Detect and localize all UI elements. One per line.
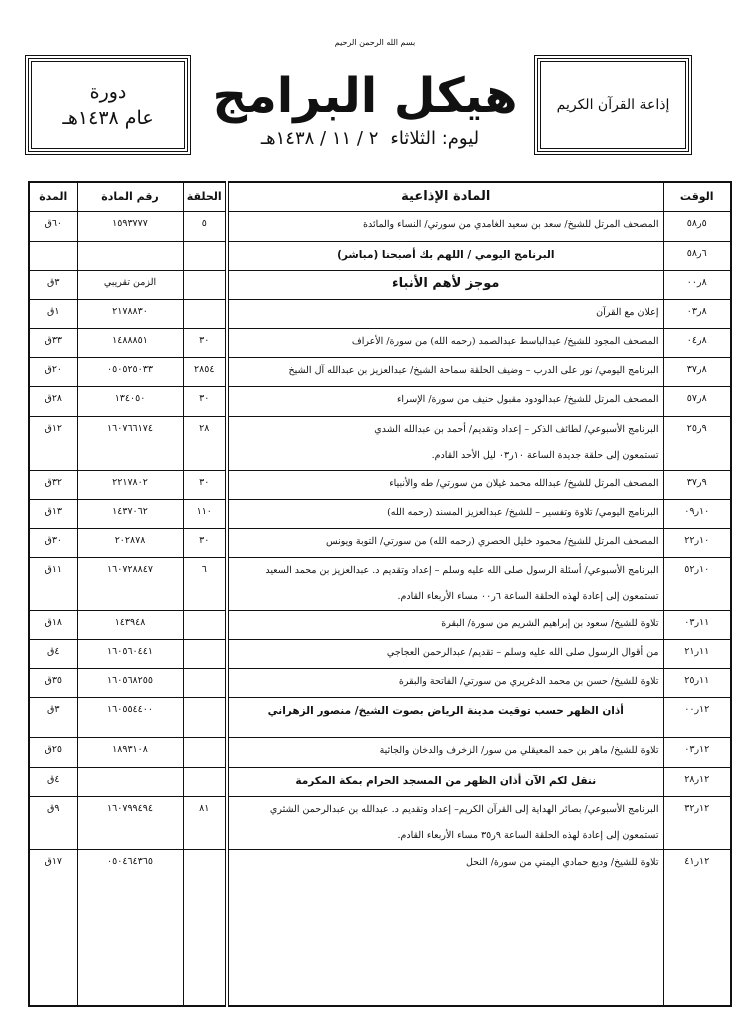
episode-cell: ٢٨ xyxy=(183,416,227,470)
program-line: إعلان مع القرآن xyxy=(596,306,659,318)
program-line: أذان الظهر حسب توقيت مدينة الرياض بصوت الشيخ/ منصور الزهراني xyxy=(267,704,624,717)
time-cell: ٥ر٥٨ xyxy=(663,211,731,241)
duration-cell: ١٧ق xyxy=(29,849,77,1006)
duration-cell: ١٢ق xyxy=(29,416,77,470)
program-line: من أقوال الرسول صلى الله عليه وسلم – تقديم/ عبدالرحمن العجاجي xyxy=(386,646,659,658)
code-cell: ١٨٩٣١٠٨ xyxy=(77,737,183,767)
col-program: المادة الإذاعية xyxy=(227,182,663,211)
time-cell: ٩ر٢٥ xyxy=(663,416,731,470)
schedule-table xyxy=(28,181,732,1007)
program-line: تلاوة للشيخ/ سعود بن إبراهيم الشريم من سورة/ البقرة xyxy=(441,617,659,629)
episode-cell xyxy=(183,610,227,639)
table-row xyxy=(29,668,731,697)
episode-cell: ٣٠ xyxy=(183,386,227,416)
time-cell: ١٢ر٤١ xyxy=(663,849,731,1006)
table-row xyxy=(29,386,731,416)
duration-cell: ٣٣ق xyxy=(29,328,77,357)
episode-cell: ٣٠ xyxy=(183,328,227,357)
episode-cell xyxy=(183,668,227,697)
duration-cell: ٣٥ق xyxy=(29,668,77,697)
program-cell xyxy=(227,737,663,767)
episode-cell xyxy=(183,849,227,1006)
table-row xyxy=(29,499,731,528)
duration-cell: ٤ق xyxy=(29,767,77,796)
code-cell: ١٤٣٩٤٨ xyxy=(77,610,183,639)
program-cell xyxy=(227,328,663,357)
col-duration: المدة xyxy=(29,182,77,211)
program-line: تلاوة للشيخ/ حسن بن محمد الدغريري من سورتي/ الفاتحة والبقرة xyxy=(398,675,659,687)
time-cell: ١٠ر٥٢ xyxy=(663,557,731,610)
duration-cell: ١٣ق xyxy=(29,499,77,528)
program-cell xyxy=(227,610,663,639)
program-line: المصحف المرتل للشيخ/ عبدالودود مقبول حنيف من سورة/ الإسراء xyxy=(396,393,659,405)
episode-cell: ٨١ xyxy=(183,796,227,849)
episode-cell xyxy=(183,639,227,668)
duration-cell: ٣٠ق xyxy=(29,528,77,557)
episode-cell: ١١٠ xyxy=(183,499,227,528)
program-line: المصحف المرتل للشيخ/ محمود خليل الحصري (رحمه الله) من سورتي/ التوبة ويونس xyxy=(326,535,659,547)
program-line: المصحف المرتل للشيخ/ سعد بن سعيد الغامدي من سورتي/ النساء والمائدة xyxy=(363,218,659,230)
code-cell: ٢٢١٧٨٠٢ xyxy=(77,470,183,499)
code-cell: ١٦٠٧٦٦١٧٤ xyxy=(77,416,183,470)
program-line: تستمعون إلى إعادة لهذه الحلقة الساعة ٦ر٠٠ مساء الأربعاء القادم. xyxy=(397,590,659,602)
duration-cell: ٣ق xyxy=(29,697,77,737)
day-line xyxy=(220,128,520,149)
code-cell: ١٦٠٥٦٠٤٤١ xyxy=(77,639,183,668)
program-cell xyxy=(227,241,663,270)
table-row xyxy=(29,328,731,357)
duration-cell: ٢٥ق xyxy=(29,737,77,767)
program-line: البرنامج الأسبوعي/ لطائف الذكر – إعداد وتقديم/ أحمد بن عبدالله الشدي xyxy=(374,423,659,435)
duration-cell: ٣ق xyxy=(29,270,77,299)
episode-cell xyxy=(183,767,227,796)
time-cell: ٨ر٠٤ xyxy=(663,328,731,357)
duration-cell: ٩ق xyxy=(29,796,77,849)
code-cell: ١٦٠٥٥٤٤٠٠ xyxy=(77,697,183,737)
date: ٢ / ١١ / ١٤٣٨هـ xyxy=(260,128,379,149)
episode-cell: ٦ xyxy=(183,557,227,610)
table-row xyxy=(29,241,731,270)
duration-cell: ٣٢ق xyxy=(29,470,77,499)
program-line: تستمعون إلى حلقة جديدة الساعة ١٠ر٠٣ ليل الأحد القادم. xyxy=(431,449,659,461)
code-cell: ١٦٠٧٩٩٤٩٤ xyxy=(77,796,183,849)
program-cell xyxy=(227,470,663,499)
time-cell: ١٢ر٠٠ xyxy=(663,697,731,737)
table-row xyxy=(29,470,731,499)
code-cell: ١٤٣٧٠٦٢ xyxy=(77,499,183,528)
program-line: البرنامج اليومي/ نور على الدرب – وضيف الحلقة سماحة الشيخ/ عبدالعزيز بن عبدالله آل الشيخ xyxy=(288,364,659,376)
program-cell xyxy=(227,767,663,796)
program-line: البرنامج اليومي/ تلاوة وتفسير – للشيخ/ عبدالعزيز المسند (رحمه الله) xyxy=(387,506,659,518)
program-line: المصحف المجود للشيخ/ عبدالباسط عبدالصمد (رحمه الله) من سورة/ الأعراف xyxy=(351,335,659,347)
code-cell: ٢١٧٨٨٣٠ xyxy=(77,299,183,328)
code-cell: ١٥٩٣٧٧٧ xyxy=(77,211,183,241)
program-cell xyxy=(227,557,663,610)
program-cell xyxy=(227,211,663,241)
col-episode: الحلقة xyxy=(183,182,227,211)
basmala: بسم الله الرحمن الرحيم xyxy=(334,38,416,47)
program-line: المصحف المرتل للشيخ/ عبدالله محمد غيلان من سورتي/ طه والأنبياء xyxy=(389,477,659,489)
program-cell xyxy=(227,357,663,386)
duration-cell: ٦٠ق xyxy=(29,211,77,241)
program-cell xyxy=(227,299,663,328)
time-cell: ٨ر٠٣ xyxy=(663,299,731,328)
program-cell xyxy=(227,416,663,470)
time-cell: ١٢ر٢٨ xyxy=(663,767,731,796)
time-cell: ٦ر٥٨ xyxy=(663,241,731,270)
code-cell xyxy=(77,767,183,796)
page-title: هيكل البرامج xyxy=(212,68,518,124)
table-row xyxy=(29,557,731,610)
station-box xyxy=(537,58,689,152)
time-cell: ٨ر٠٠ xyxy=(663,270,731,299)
code-cell xyxy=(77,241,183,270)
code-cell: ٠٥٠٥٢٥٠٣٣ xyxy=(77,357,183,386)
duration-cell: ٤ق xyxy=(29,639,77,668)
code-cell: ٠٥٠٤٦٤٣٦٥ xyxy=(77,849,183,1006)
time-cell: ٩ر٣٧ xyxy=(663,470,731,499)
time-cell: ١٢ر٠٣ xyxy=(663,737,731,767)
time-cell: ١١ر٠٣ xyxy=(663,610,731,639)
duration-cell: ١ق xyxy=(29,299,77,328)
program-cell xyxy=(227,528,663,557)
cycle-box xyxy=(28,58,188,152)
table-row xyxy=(29,416,731,470)
table-row xyxy=(29,767,731,796)
code-cell: ١٣٤٠٥٠ xyxy=(77,386,183,416)
table-row xyxy=(29,796,731,849)
program-line: تلاوة للشيخ/ ماهر بن حمد المعيقلي من سور/ الزخرف والدخان والجاثية xyxy=(379,744,659,756)
code-cell: ١٤٨٨٨٥١ xyxy=(77,328,183,357)
program-cell xyxy=(227,639,663,668)
table-row xyxy=(29,270,731,299)
code-cell: الزمن تقريبي xyxy=(77,270,183,299)
program-cell xyxy=(227,270,663,299)
cycle-label: دورة xyxy=(89,81,127,103)
time-cell: ٨ر٥٧ xyxy=(663,386,731,416)
episode-cell: ٥ xyxy=(183,211,227,241)
code-cell: ٢٠٢٨٧٨ xyxy=(77,528,183,557)
table-row xyxy=(29,639,731,668)
duration-cell: ١١ق xyxy=(29,557,77,610)
code-cell: ١٦٠٧٢٨٨٤٧ xyxy=(77,557,183,610)
table-row xyxy=(29,299,731,328)
program-line: تلاوة للشيخ/ وديع حمادي اليمني من سورة/ النحل xyxy=(465,856,659,868)
program-cell xyxy=(227,499,663,528)
program-line: البرنامج الأسبوعي/ بصائر الهداية إلى القرآن الكريم– إعداد وتقديم د. عبدالله بن عبدالرحمن الشثري xyxy=(269,803,659,815)
duration-cell: ٢٠ق xyxy=(29,357,77,386)
time-cell: ٨ر٣٧ xyxy=(663,357,731,386)
episode-cell xyxy=(183,299,227,328)
episode-cell: ٣٠ xyxy=(183,470,227,499)
episode-cell: ٣٠ xyxy=(183,528,227,557)
episode-cell xyxy=(183,241,227,270)
duration-cell: ٢٨ق xyxy=(29,386,77,416)
program-line: ننقل لكم الآن أذان الظهر من المسجد الحرام بمكة المكرمة xyxy=(295,774,597,787)
program-cell xyxy=(227,697,663,737)
episode-cell xyxy=(183,270,227,299)
col-code: رقم المادة xyxy=(77,182,183,211)
cycle-year: عام ١٤٣٨هـ xyxy=(62,107,154,129)
program-line: البرنامج اليومي / اللهم بك أصبحنا (مباشر) xyxy=(337,248,555,261)
program-line: تستمعون إلى إعادة لهذه الحلقة الساعة ٩ر٣٥ مساء الأربعاء القادم. xyxy=(397,829,659,841)
duration-cell: ١٨ق xyxy=(29,610,77,639)
station-name: إذاعة القرآن الكريم xyxy=(556,97,670,113)
col-time: الوقت xyxy=(663,182,731,211)
table-row xyxy=(29,697,731,737)
program-line: البرنامج الأسبوعي/ أسئلة الرسول صلى الله عليه وسلم – إعداد وتقديم د. عبدالعزيز بن محمد السعيد xyxy=(265,564,659,576)
time-cell: ١٠ر٠٩ xyxy=(663,499,731,528)
table-row xyxy=(29,528,731,557)
time-cell: ١١ر٢٥ xyxy=(663,668,731,697)
duration-cell xyxy=(29,241,77,270)
table-header xyxy=(29,182,731,211)
code-cell: ١٦٠٥٦٨٢٥٥ xyxy=(77,668,183,697)
episode-cell xyxy=(183,737,227,767)
table-row xyxy=(29,211,731,241)
time-cell: ١٢ر٣٢ xyxy=(663,796,731,849)
program-line: موجز لأهم الأنباء xyxy=(392,275,500,291)
time-cell: ١١ر٢١ xyxy=(663,639,731,668)
table-row xyxy=(29,357,731,386)
episode-cell xyxy=(183,697,227,737)
episode-cell: ٢٨٥٤ xyxy=(183,357,227,386)
time-cell: ١٠ر٢٢ xyxy=(663,528,731,557)
table-row xyxy=(29,737,731,767)
table-row xyxy=(29,849,731,1006)
program-cell xyxy=(227,668,663,697)
day-label: ليوم: الثلاثاء xyxy=(390,128,480,149)
table-row xyxy=(29,610,731,639)
program-cell xyxy=(227,849,663,1006)
program-cell xyxy=(227,796,663,849)
program-cell xyxy=(227,386,663,416)
